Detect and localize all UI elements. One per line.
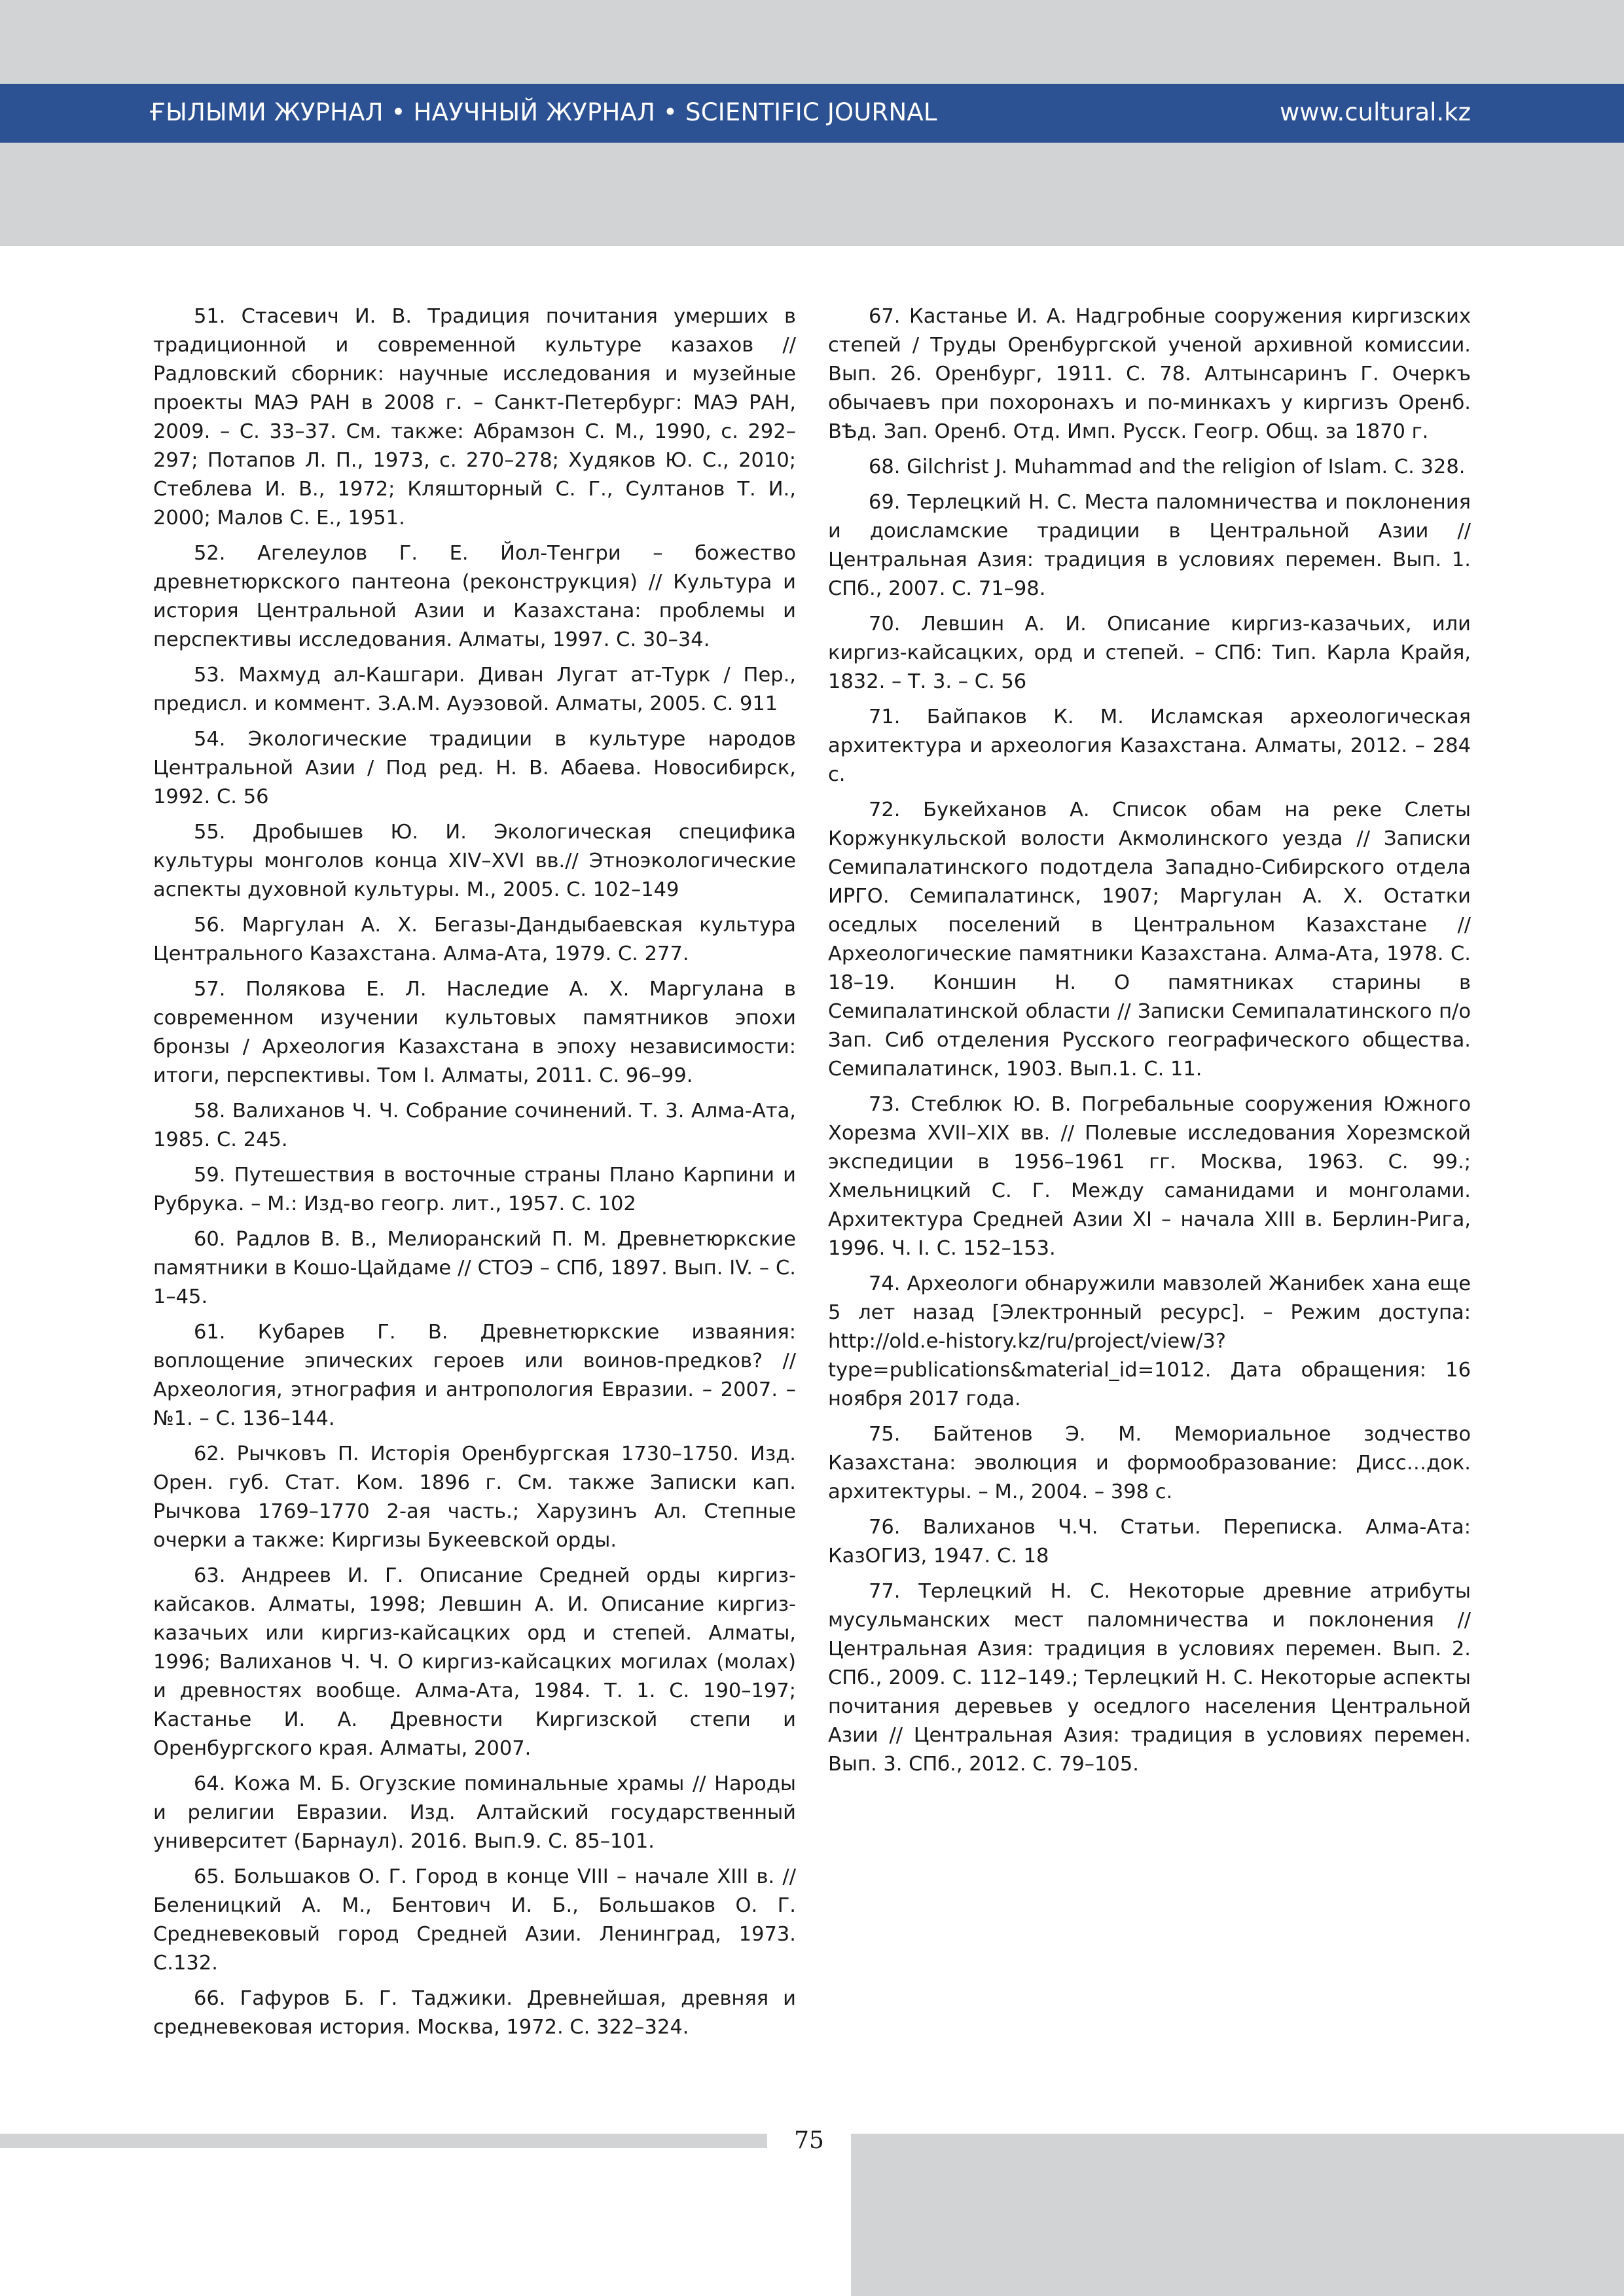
reference-item: 72. Букейханов А. Список обам на реке Слеты Коржункульской волости Акмолинского уезда // Записки Семипалатинского подотдела Западно-Сибирского отдела ИРГО. Семипалатинск, 1907; Маргулан А. Х. Остатки оседлых поселений в Центральном Казахстане // Археологические памятники Казахстана. Алма-Ата, 1978. С. 18–19. Коншин Н. О памятниках старины в Семипалатинской области // Записки Семипалатинского п/о Зап. Сиб отделения Русского географического общества. Семипалатинск, 1903. Вып.1. С. 11. xyxy=(828,798,1471,1081)
reference-item: 76. Валиханов Ч.Ч. Статьи. Переписка. Алма-Ата: КазОГИЗ, 1947. С. 18 xyxy=(828,1516,1471,1568)
reference-item: 70. Левшин А. И. Описание киргиз-казачьих, или киргиз-кайсацких, орд и степей. – СПб: Тип. Карла Крайя, 1832. – Т. 3. – С. 56 xyxy=(828,613,1471,693)
reference-item: 68. Gilchrist J. Muhammad and the religion of Islam. С. 328. xyxy=(869,456,1466,478)
journal-header-bar xyxy=(0,84,1624,143)
reference-item: 59. Путешествия в восточные страны Плано Карпини и Рубрука. – М.: Изд-во геогр. лит., 1957. С. 102 xyxy=(153,1164,796,1215)
reference-item: 57. Полякова Е. Л. Наследие А. Х. Маргулана в современном изучении культовых памятников эпохи бронзы / Археология Казахстана в эпоху независимости: итоги, перспективы. Том I. Алматы, 2011. С. 96–99. xyxy=(153,978,796,1087)
reference-item: 63. Андреев И. Г. Описание Средней орды киргиз-кайсаков. Алматы, 1998; Левшин А. И. Описание киргиз-казачьих или киргиз-кайсацких орд и степей. Алматы, 1996; Валиханов Ч. Ч. О киргиз-кайсацких могилах (молах) и древностях вообще. Алма-Ата, 1984. Т. 1. С. 190–197; Кастанье И. А. Древности Киргизской степи и Оренбургского края. Алматы, 2007. xyxy=(153,1564,796,1760)
reference-item: 69. Терлецкий Н. С. Места паломничества и поклонения и доисламские традиции в Центральной Азии // Центральная Азия: традиция в условиях перемен. Вып. 1. СПб., 2007. С. 71–98. xyxy=(828,491,1471,600)
references-right-column xyxy=(828,302,1471,1785)
references-left-column xyxy=(153,302,796,2049)
reference-item: 64. Кожа М. Б. Огузские поминальные храмы // Народы и религии Евразии. Изд. Алтайский государственный университет (Барнаул). 2016. Вып.9. С. 85–101. xyxy=(153,1772,796,1853)
reference-item: 77. Терлецкий Н. С. Некоторые древние атрибуты мусульманских мест паломничества и поклонения // Центральная Азия: традиция в условиях перемен. Вып. 2. СПб., 2009. С. 112–149.; Терлецкий Н. С. Некоторые аспекты почитания деревьев у оседлого населения Центральной Азии // Центральная Азия: традиция в условиях перемен. Вып. 3. СПб., 2012. С. 79–105. xyxy=(828,1580,1471,1776)
footer-block xyxy=(851,2134,1624,2296)
reference-item: 56. Маргулан А. Х. Бегазы-Дандыбаевская культура Центрального Казахстана. Алма-Ата, 1979. С. 277. xyxy=(153,914,796,965)
reference-item: 55. Дробышев Ю. И. Экологическая специфика культуры монголов конца XIV–XVI вв.// Этноэкологические аспекты духовной культуры. М., 2005. С. 102–149 xyxy=(153,821,796,901)
reference-item: 75. Байтенов Э. М. Мемориальное зодчество Казахстана: эволюция и формообразование: Дисс…док. архитектуры. – М., 2004. – 398 с. xyxy=(828,1423,1471,1503)
reference-item: 67. Кастанье И. А. Надгробные сооружения киргизских степей / Труды Оренбургской ученой архивной комиссии. Вып. 26. Оренбург, 1911. С. 78. Алтынсаринъ Г. Очеркъ обычаевъ при похоронахъ и по-минкахъ у киргизъ Оренб. ВѢд. Зап. Оренб. Отд. Имп. Русск. Геогр. Общ. за 1870 г. xyxy=(828,305,1471,443)
page-number: 75 xyxy=(794,2127,824,2154)
reference-item: 52. Агелеулов Г. Е. Йол-Тенгри – божество древнетюркского пантеона (реконструкция) // Культура и история Центральной Азии и Казахстана: проблемы и перспективы исследования. Алматы, 1997. С. 30–34. xyxy=(153,542,796,651)
reference-item: 60. Радлов В. В., Мелиоранский П. М. Древнетюркские памятники в Кошо-Цайдаме // СТОЭ – СПб, 1897. Вып. IV. – С. 1–45. xyxy=(153,1228,796,1308)
reference-item: 65. Большаков О. Г. Город в конце VIII – начале XIII в. // Беленицкий А. М., Бентович И. Б., Большаков О. Г. Средневековый город Средней Азии. Ленинград, 1973. С.132. xyxy=(153,1865,796,1975)
reference-item: 54. Экологические традиции в культуре народов Центральной Азии / Под ред. Н. В. Абаева. Новосибирск, 1992. С. 56 xyxy=(153,728,796,808)
reference-item: 51. Стасевич И. В. Традиция почитания умерших в традиционной и современной культуре казахов // Радловский сборник: научные исследования и музейные проекты МАЭ РАН в 2008 г. – Санкт-Петербург: МАЭ РАН, 2009. – С. 33–37. См. также: Абрамзон С. М., 1990, с. 292–297; Потапов Л. П., 1973, с. 270–278; Худяков Ю. С., 2010; Стеблева И. В., 1972; Кляшторный С. Г., Султанов Т. И., 2000; Малов С. Е., 1951. xyxy=(153,305,796,529)
reference-item: 62. Рычковъ П. Исторія Оренбургская 1730–1750. Изд. Орен. губ. Стат. Ком. 1896 г. См. также Записки кап. Рычкова 1769–1770 2-ая часть.; Харузинъ Ал. Степные очерки а также: Киргизы Букеевской орды. xyxy=(153,1443,796,1552)
journal-title: ҒЫЛЫМИ ЖУРНАЛ • НАУЧНЫЙ ЖУРНАЛ • SCIENTIFIC JOURNAL xyxy=(149,98,937,126)
reference-item: 53. Махмуд ал-Кашгари. Диван Лугат ат-Турк / Пер., предисл. и коммент. З.А.М. Ауэзовой. Алматы, 2005. С. 911 xyxy=(153,664,796,715)
reference-item: 58. Валиханов Ч. Ч. Собрание сочинений. Т. 3. Алма-Ата, 1985. С. 245. xyxy=(153,1100,796,1151)
journal-website-link[interactable]: www.cultural.kz xyxy=(1280,98,1471,126)
reference-item: 66. Гафуров Б. Г. Таджики. Древнейшая, древняя и средневековая история. Москва, 1972. С. 322–324. xyxy=(153,1987,796,2039)
footer-rule xyxy=(0,2134,767,2148)
reference-item: 73. Стеблюк Ю. В. Погребальные сооружения Южного Хорезма XVII–XIX вв. // Полевые исследования Хорезмской экспедиции в 1956–1961 гг. Москва, 1963. С. 99.; Хмельницкий С. Г. Между саманидами и монголами. Архитектура Средней Азии XI – начала XIII в. Берлин-Рига, 1996. Ч. I. С. 152–153. xyxy=(828,1093,1471,1260)
reference-item: 71. Байпаков К. М. Исламская археологическая архитектура и археология Казахстана. Алматы, 2012. – 284 с. xyxy=(828,706,1471,786)
reference-item: 61. Кубарев Г. В. Древнетюркские изваяния: воплощение эпических героев или воинов-предков? // Археология, этнография и антропология Евразии. – 2007. – №1. – С. 136–144. xyxy=(153,1321,796,1430)
reference-item: 74. Археологи обнаружили мавзолей Жанибек хана еще 5 лет назад [Электронный ресурс]. – Режим доступа: http://old.e-history.kz/ru/project/view/3?type=publications&material_id=1012. Дата обращения: 16 ноября 2017 года. xyxy=(828,1272,1471,1410)
